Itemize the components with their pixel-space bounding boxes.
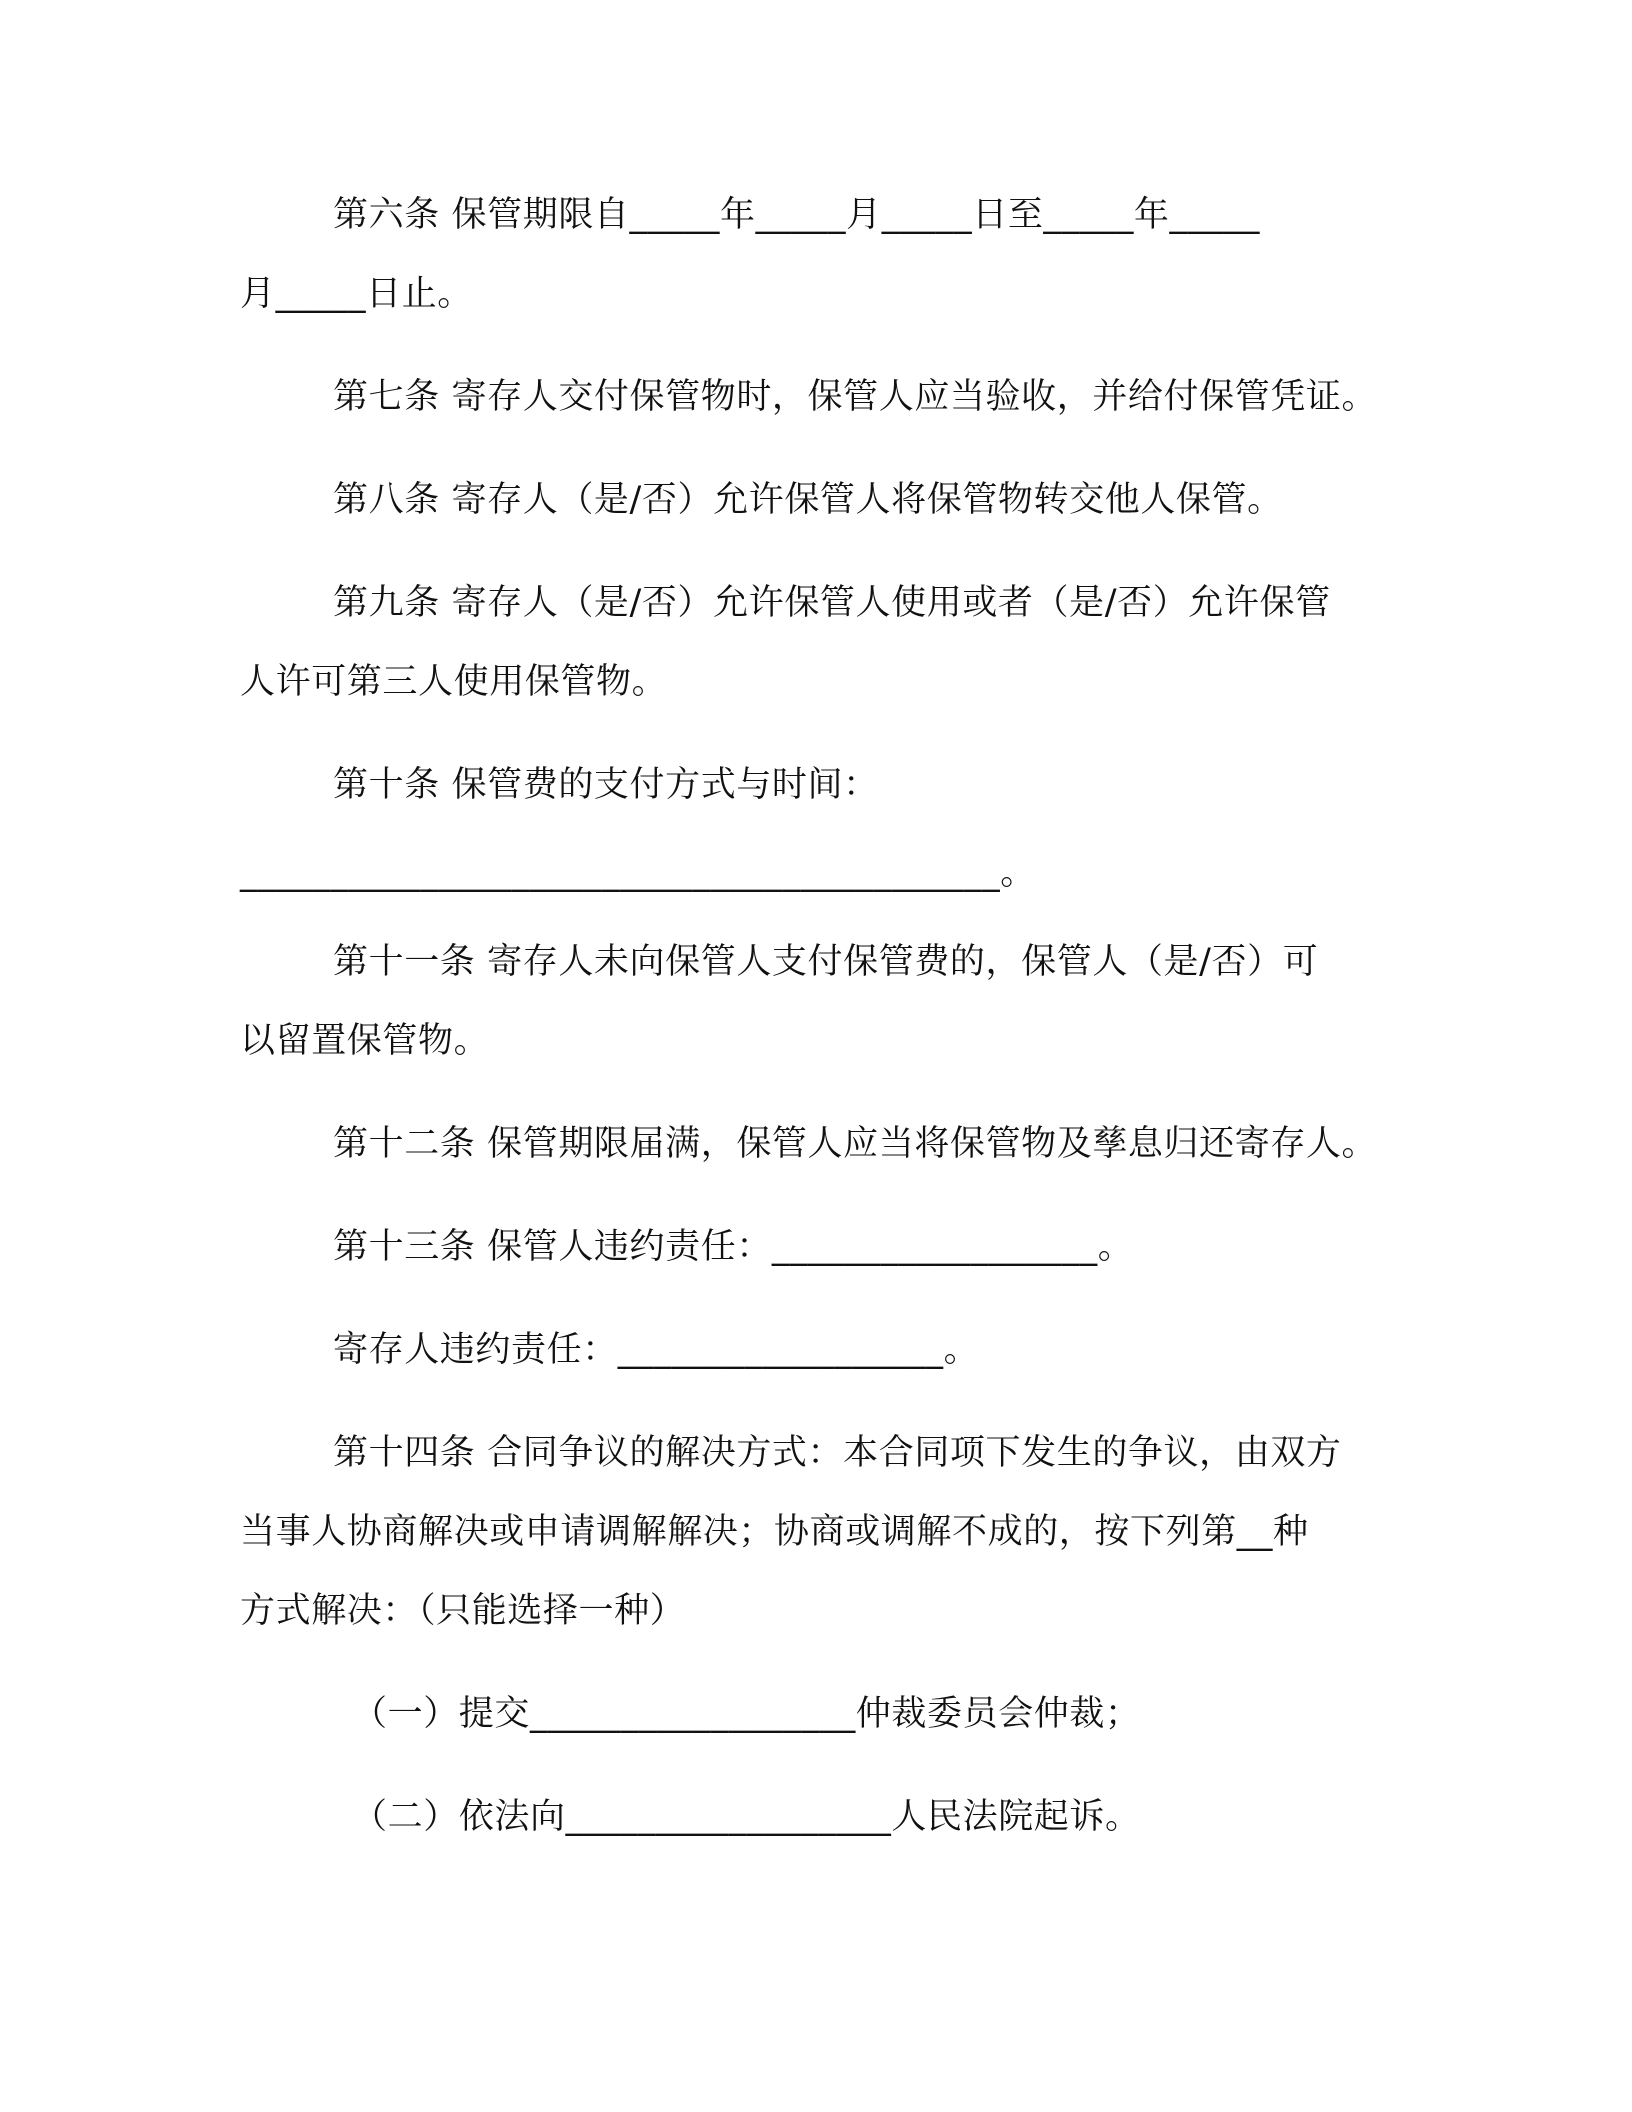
article-10-line-1: 第十条 保管费的支付方式与时间： bbox=[333, 765, 879, 805]
article-14-line-1: 第十四条 合同争议的解决方式：本合同项下发生的争议，由双方 bbox=[333, 1433, 1342, 1473]
article-6-line-2: 月_____日止。 bbox=[240, 274, 473, 314]
article-13-keeper-liability: 第十三条 保管人违约责任：__________________。 bbox=[333, 1227, 1134, 1267]
article-14-line-3: 方式解决：（只能选择一种） bbox=[240, 1591, 686, 1631]
article-7: 第七条 寄存人交付保管物时，保管人应当验收，并给付保管凭证。 bbox=[333, 377, 1378, 417]
article-10-blank-line: __________________________________________。 bbox=[240, 853, 1036, 893]
article-6-line-1: 第六条 保管期限自_____年_____月_____日至_____年_____ bbox=[333, 195, 1261, 235]
article-11-line-2: 以留置保管物。 bbox=[240, 1021, 490, 1061]
article-9-line-1: 第九条 寄存人（是/否）允许保管人使用或者（是/否）允许保管 bbox=[333, 583, 1331, 623]
article-8: 第八条 寄存人（是/否）允许保管人将保管物转交他人保管。 bbox=[333, 480, 1283, 520]
article-11-line-1: 第十一条 寄存人未向保管人支付保管费的，保管人（是/否）可 bbox=[333, 942, 1319, 982]
article-9-line-2: 人许可第三人使用保管物。 bbox=[240, 662, 668, 702]
article-13-depositor-liability: 寄存人违约责任：__________________。 bbox=[333, 1330, 980, 1370]
article-12: 第十二条 保管期限届满，保管人应当将保管物及孳息归还寄存人。 bbox=[333, 1124, 1378, 1164]
option-litigation: （二）依法向__________________人民法院起诉。 bbox=[352, 1797, 1141, 1837]
option-arbitration: （一）提交__________________仲裁委员会仲裁； bbox=[352, 1694, 1141, 1734]
article-14-line-2: 当事人协商解决或申请调解解决；协商或调解不成的，按下列第__种 bbox=[240, 1512, 1309, 1552]
